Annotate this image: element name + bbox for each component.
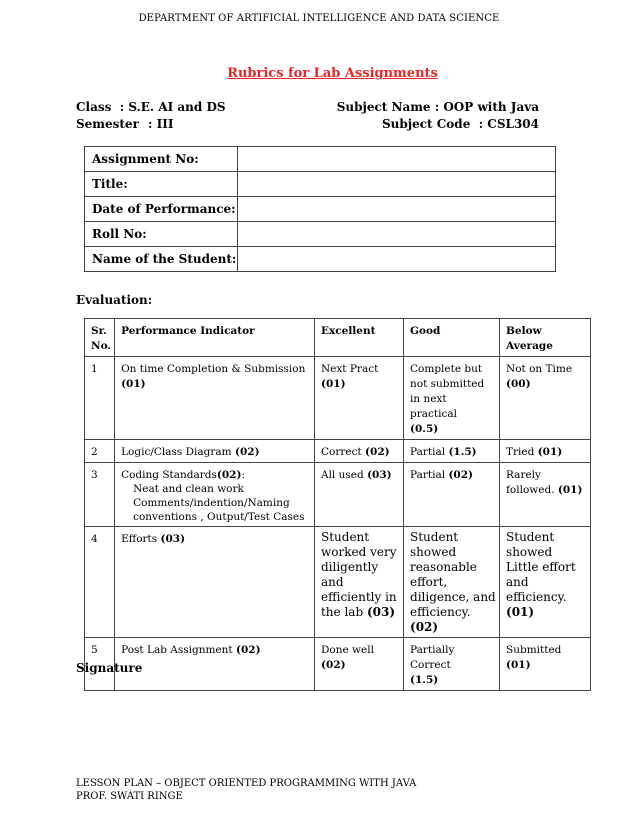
page-header: DEPARTMENT OF ARTIFICIAL INTELLIGENCE AND DATA SCIENCE bbox=[138, 13, 500, 24]
roll-no-field[interactable] bbox=[238, 222, 556, 247]
below-text: Student showed Little effort and efficiency. bbox=[506, 530, 576, 604]
below-text: Rarely followed. bbox=[506, 469, 555, 496]
row-sr: 5 bbox=[85, 638, 115, 691]
below-score: (01) bbox=[537, 446, 563, 458]
good-text: Partially Correct bbox=[410, 644, 455, 671]
excellent-text: Next Pract bbox=[320, 363, 379, 375]
indicator-score: (03) bbox=[160, 533, 186, 545]
title-label: Title: bbox=[85, 172, 238, 197]
below-score: (01) bbox=[506, 605, 535, 619]
student-name-field[interactable] bbox=[238, 247, 556, 272]
row-excellent bbox=[314, 638, 403, 691]
table-row bbox=[85, 440, 591, 463]
indicator-text: Logic/Class Diagram bbox=[121, 446, 232, 458]
below-score: (00) bbox=[506, 378, 531, 390]
excellent-score: (02) bbox=[320, 659, 346, 671]
good-score: (02) bbox=[448, 469, 473, 481]
date-label: Date of Performance: bbox=[85, 197, 238, 222]
row-indicator bbox=[115, 463, 315, 527]
signature-label: Signature bbox=[76, 661, 143, 675]
excellent-text: Student worked very diligently and efficiently in the lab bbox=[320, 530, 397, 619]
date-field[interactable] bbox=[238, 197, 556, 222]
class-label: Class bbox=[76, 100, 112, 114]
indicator-score: (01) bbox=[121, 378, 146, 390]
header-excellent: Excellent bbox=[314, 319, 403, 357]
row-good bbox=[404, 357, 500, 440]
class-line bbox=[76, 100, 226, 114]
page-title: Rubrics for Lab Assignments bbox=[227, 66, 438, 81]
good-score: (1.5) bbox=[448, 446, 477, 458]
header-below: Below Average bbox=[500, 319, 591, 357]
row-indicator bbox=[115, 527, 315, 638]
row-below bbox=[500, 440, 591, 463]
below-score: (01) bbox=[506, 659, 531, 671]
row-sr: 2 bbox=[85, 440, 115, 463]
excellent-score: (03) bbox=[366, 605, 396, 619]
table-row bbox=[85, 357, 591, 440]
info-row bbox=[85, 197, 556, 222]
row-excellent bbox=[314, 527, 403, 638]
semester-value: : III bbox=[148, 117, 174, 131]
student-info-table bbox=[84, 146, 556, 272]
row-good bbox=[404, 440, 500, 463]
row-sr: 3 bbox=[85, 463, 115, 527]
row-indicator bbox=[115, 440, 315, 463]
info-row bbox=[85, 222, 556, 247]
below-score: (01) bbox=[557, 484, 583, 496]
below-text: Submitted bbox=[506, 644, 562, 656]
evaluation-label: Evaluation: bbox=[76, 293, 153, 307]
row-excellent bbox=[314, 440, 403, 463]
info-row bbox=[85, 172, 556, 197]
footer-lesson-plan: LESSON PLAN – OBJECT ORIENTED PROGRAMMING WITH JAVA bbox=[76, 778, 417, 789]
row-good bbox=[404, 463, 500, 527]
roll-no-label: Roll No: bbox=[85, 222, 238, 247]
indicator-score: (02) bbox=[234, 446, 260, 458]
good-score: (02) bbox=[410, 620, 439, 634]
good-score: (1.5) bbox=[410, 674, 439, 686]
rubric-header-row bbox=[85, 319, 591, 357]
row-good bbox=[404, 638, 500, 691]
row-below bbox=[500, 638, 591, 691]
row-sr: 1 bbox=[85, 357, 115, 440]
assignment-no-field[interactable] bbox=[238, 147, 556, 172]
info-row bbox=[85, 147, 556, 172]
excellent-text: Done well bbox=[320, 644, 374, 656]
footer-professor: PROF. SWATI RINGE bbox=[76, 791, 183, 802]
row-sr: 4 bbox=[85, 527, 115, 638]
excellent-score: (03) bbox=[367, 469, 392, 481]
indicator-text: Coding Standards bbox=[121, 469, 217, 481]
subject-code: Subject Code : CSL304 bbox=[381, 117, 539, 131]
good-text: Student showed reasonable effort, diligence, and efficiency. bbox=[410, 530, 496, 619]
row-below bbox=[500, 527, 591, 638]
row-below bbox=[500, 357, 591, 440]
good-text: Complete but not submitted in next practical bbox=[410, 363, 485, 420]
title-field[interactable] bbox=[238, 172, 556, 197]
row-indicator bbox=[115, 638, 315, 691]
indicator-colon: : bbox=[241, 469, 245, 481]
semester-line bbox=[76, 117, 173, 131]
table-row bbox=[85, 638, 591, 691]
good-text: Partial bbox=[410, 446, 446, 458]
table-row bbox=[85, 463, 591, 527]
excellent-text: All used bbox=[320, 469, 364, 481]
semester-label: Semester bbox=[76, 117, 139, 131]
row-good bbox=[404, 527, 500, 638]
indicator-sub-item: Comments/indention/Naming conventions , Output/Test Cases bbox=[133, 497, 305, 523]
indicator-text: Efforts bbox=[121, 533, 158, 545]
indicator-text: On time Completion & Submission bbox=[121, 363, 306, 375]
indicator-sub-item: Neat and clean work bbox=[133, 483, 244, 495]
indicator-score: (02) bbox=[235, 644, 261, 656]
indicator-text: Post Lab Assignment bbox=[121, 644, 233, 656]
header-indicator: Performance Indicator bbox=[115, 319, 315, 357]
row-indicator bbox=[115, 357, 315, 440]
indicator-score: (02) bbox=[216, 469, 242, 481]
row-below bbox=[500, 463, 591, 527]
assignment-no-label: Assignment No: bbox=[85, 147, 238, 172]
below-text: Tried bbox=[506, 446, 535, 458]
good-score: (0.5) bbox=[410, 423, 439, 435]
excellent-text: Correct bbox=[320, 446, 362, 458]
row-excellent bbox=[314, 463, 403, 527]
student-name-label: Name of the Student: bbox=[85, 247, 238, 272]
rubric-table bbox=[84, 318, 591, 691]
info-row bbox=[85, 247, 556, 272]
excellent-score: (02) bbox=[365, 446, 390, 458]
subject-name: Subject Name : OOP with Java bbox=[336, 100, 539, 114]
header-good: Good bbox=[404, 319, 500, 357]
below-text: Not on Time bbox=[506, 363, 573, 375]
header-sr: Sr. No. bbox=[85, 319, 115, 357]
row-excellent bbox=[314, 357, 403, 440]
class-value: : S.E. AI and DS bbox=[119, 100, 226, 114]
excellent-score: (01) bbox=[320, 378, 346, 390]
good-text: Partial bbox=[410, 469, 446, 481]
table-row bbox=[85, 527, 591, 638]
